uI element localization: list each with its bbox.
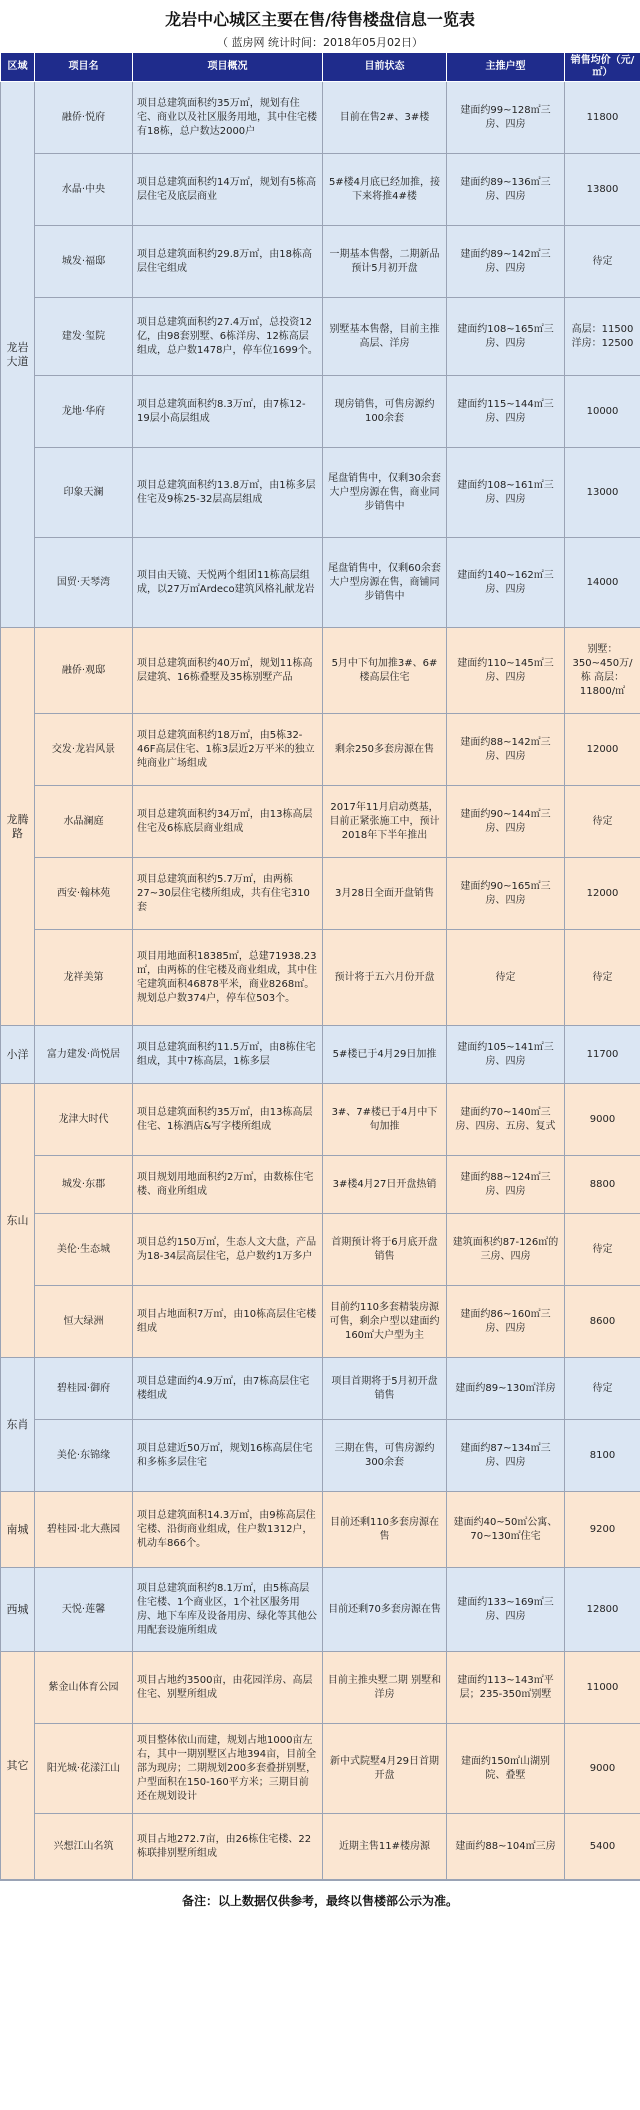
price-cell: 待定 — [565, 786, 640, 858]
layout-cell: 建面约105~141㎡三房、四房 — [447, 1026, 565, 1084]
layout-cell: 建面约113~143㎡平层；235-350㎡别墅 — [447, 1652, 565, 1724]
project-name-cell: 融侨·悦府 — [35, 82, 133, 154]
layout-cell: 建面约90~165㎡三房、四房 — [447, 858, 565, 930]
header-overview: 项目概况 — [133, 53, 323, 82]
project-name-cell: 城发·东郡 — [35, 1156, 133, 1214]
price-cell: 高层：11500 洋房：12500 — [565, 298, 640, 376]
layout-cell: 建面约70~140㎡三房、四房、五房、复式 — [447, 1084, 565, 1156]
layout-cell: 建筑面积约87-126㎡的三房、四房 — [447, 1214, 565, 1286]
area-cell: 南城 — [1, 1492, 35, 1568]
layout-cell: 建面约89~136㎡三房、四房 — [447, 154, 565, 226]
price-cell: 9000 — [565, 1084, 640, 1156]
table-row — [1, 376, 640, 448]
overview-cell: 项目总建筑面积约35万㎡，由13栋高层住宅、1栋酒店&写字楼所组成 — [133, 1084, 323, 1156]
overview-cell: 项目总建筑面积约40万㎡，规划11栋高层建筑、16栋叠墅及35栋别墅产品 — [133, 628, 323, 714]
overview-cell: 项目占地272.7亩，由26栋住宅楼、22栋联排别墅所组成 — [133, 1814, 323, 1880]
overview-cell: 项目总建近50万㎡，规划16栋高层住宅和多栋多层住宅 — [133, 1420, 323, 1492]
project-name-cell: 紫金山体育公园 — [35, 1652, 133, 1724]
area-cell: 东山 — [1, 1084, 35, 1358]
footer-note: 备注：以上数据仅供参考，最终以售楼部公示为准。 — [0, 1880, 640, 1921]
area-cell: 东肖 — [1, 1358, 35, 1492]
status-cell: 3月28日全面开盘销售 — [323, 858, 447, 930]
overview-cell: 项目总建筑面积约18万㎡，由5栋32-46F高层住宅、1栋3层近2万平米的独立纯商业广场组成 — [133, 714, 323, 786]
price-cell: 13000 — [565, 448, 640, 538]
price-cell: 11800 — [565, 82, 640, 154]
layout-cell: 建面约88~142㎡三房、四房 — [447, 714, 565, 786]
overview-cell: 项目由天镜、天悦两个组团11栋高层组成，以27万㎡Ardeco建筑风格礼献龙岩 — [133, 538, 323, 628]
project-name-cell: 阳光城·花漾江山 — [35, 1724, 133, 1814]
table-row — [1, 82, 640, 154]
status-cell: 新中式院墅4月29日首期开盘 — [323, 1724, 447, 1814]
status-cell: 近期主售11#楼房源 — [323, 1814, 447, 1880]
overview-cell: 项目总约150万㎡，生态人文大盘，产品为18-34层高层住宅，总户数约1万多户 — [133, 1214, 323, 1286]
price-cell: 14000 — [565, 538, 640, 628]
overview-cell: 项目总建筑面积约8.3万㎡，由7栋12-19层小高层组成 — [133, 376, 323, 448]
status-cell: 5月中下旬加推3#、6#楼高层住宅 — [323, 628, 447, 714]
overview-cell: 项目用地面积18385㎡，总建71938.23㎡，由两栋的住宅楼及商业组成，其中住宅建筑面积46878平米，商业8268㎡。规划总户数374户，停车位503个。 — [133, 930, 323, 1026]
table-header-row — [1, 53, 640, 82]
project-name-cell: 建发·玺院 — [35, 298, 133, 376]
price-cell: 10000 — [565, 376, 640, 448]
project-name-cell: 龙地·华府 — [35, 376, 133, 448]
layout-cell: 建面约133~169㎡三房、四房 — [447, 1568, 565, 1652]
area-cell: 其它 — [1, 1652, 35, 1880]
table-row — [1, 154, 640, 226]
table-row — [1, 858, 640, 930]
layout-cell: 建面约89~142㎡三房、四房 — [447, 226, 565, 298]
layout-cell: 建面约140~162㎡三房、四房 — [447, 538, 565, 628]
project-name-cell: 印象天澜 — [35, 448, 133, 538]
overview-cell: 项目总建筑面积约29.8万㎡，由18栋高层住宅组成 — [133, 226, 323, 298]
overview-cell: 项目总建筑面积14.3万㎡，由9栋高层住宅楼、沿街商业组成，住户数1312户，机动车866个。 — [133, 1492, 323, 1568]
status-cell: 项目首期将于5月初开盘销售 — [323, 1358, 447, 1420]
layout-cell: 建面约110~145㎡三房、四房 — [447, 628, 565, 714]
project-name-cell: 富力建发·尚悦居 — [35, 1026, 133, 1084]
header-price: 销售均价（元/㎡） — [565, 53, 640, 82]
area-cell: 龙岩大道 — [1, 82, 35, 628]
status-cell: 尾盘销售中，仅剩60余套大户型房源在售，商铺同步销售中 — [323, 538, 447, 628]
layout-cell: 建面约88~124㎡三房、四房 — [447, 1156, 565, 1214]
header-status: 目前状态 — [323, 53, 447, 82]
status-cell: 目前在售2#、3#楼 — [323, 82, 447, 154]
layout-cell: 建面约99~128㎡三房、四房 — [447, 82, 565, 154]
table-row — [1, 1358, 640, 1420]
table-row — [1, 714, 640, 786]
project-name-cell: 龙祥美第 — [35, 930, 133, 1026]
status-cell: 预计将于五六月份开盘 — [323, 930, 447, 1026]
status-cell: 三期在售，可售房源约300余套 — [323, 1420, 447, 1492]
status-cell: 2017年11月启动奠基，目前正紧张施工中，预计2018年下半年推出 — [323, 786, 447, 858]
table-row — [1, 538, 640, 628]
table-row — [1, 298, 640, 376]
project-name-cell: 美伦·东锦缘 — [35, 1420, 133, 1492]
table-body — [1, 82, 640, 1880]
header-layout: 主推户型 — [447, 53, 565, 82]
overview-cell: 项目总建面约4.9万㎡，由7栋高层住宅楼组成 — [133, 1358, 323, 1420]
project-name-cell: 恒大绿洲 — [35, 1286, 133, 1358]
project-name-cell: 融侨·观邸 — [35, 628, 133, 714]
price-cell: 9000 — [565, 1724, 640, 1814]
header-project: 项目名 — [35, 53, 133, 82]
table-row — [1, 1814, 640, 1880]
status-cell: 3#楼4月27日开盘热销 — [323, 1156, 447, 1214]
price-cell: 待定 — [565, 1214, 640, 1286]
overview-cell: 项目总建筑面积约35万㎡，规划有住宅、商业以及社区服务用地，其中住宅楼有18栋，总户数达2000户 — [133, 82, 323, 154]
layout-cell: 建面约108~161㎡三房、四房 — [447, 448, 565, 538]
page-title: 龙岩中心城区主要在售/待售楼盘信息一览表 — [0, 6, 640, 34]
area-cell: 小洋 — [1, 1026, 35, 1084]
price-cell: 11000 — [565, 1652, 640, 1724]
overview-cell: 项目占地约3500亩，由花园洋房、高层住宅、别墅所组成 — [133, 1652, 323, 1724]
status-cell: 尾盘销售中，仅剩30余套大户型房源在售，商业同步销售中 — [323, 448, 447, 538]
table-row — [1, 1492, 640, 1568]
price-cell: 5400 — [565, 1814, 640, 1880]
status-cell: 别墅基本售罄，目前主推高层、洋房 — [323, 298, 447, 376]
status-cell: 目前还剩70多套房源在售 — [323, 1568, 447, 1652]
project-name-cell: 水晶·中央 — [35, 154, 133, 226]
table-row — [1, 1026, 640, 1084]
price-cell: 8100 — [565, 1420, 640, 1492]
project-name-cell: 西安·翰林苑 — [35, 858, 133, 930]
layout-cell: 建面约40~50㎡公寓、70~130㎡住宅 — [447, 1492, 565, 1568]
table-row — [1, 1156, 640, 1214]
table-row — [1, 1084, 640, 1156]
table-row — [1, 786, 640, 858]
price-cell: 12000 — [565, 858, 640, 930]
project-name-cell: 龙津大时代 — [35, 1084, 133, 1156]
project-name-cell: 碧桂园·御府 — [35, 1358, 133, 1420]
project-name-cell: 美伦·生态城 — [35, 1214, 133, 1286]
price-cell: 8800 — [565, 1156, 640, 1214]
layout-cell: 建面约108~165㎡三房、四房 — [447, 298, 565, 376]
layout-cell: 建面约88~104㎡三房 — [447, 1814, 565, 1880]
status-cell: 3#、7#楼已于4月中下旬加推 — [323, 1084, 447, 1156]
table-row — [1, 226, 640, 298]
overview-cell: 项目占地面积7万㎡，由10栋高层住宅楼组成 — [133, 1286, 323, 1358]
table-row — [1, 1420, 640, 1492]
table-row — [1, 628, 640, 714]
price-cell: 13800 — [565, 154, 640, 226]
table-row — [1, 1286, 640, 1358]
overview-cell: 项目总建筑面积约34万㎡，由13栋高层住宅及6栋底层商业组成 — [133, 786, 323, 858]
price-cell: 待定 — [565, 1358, 640, 1420]
property-table — [0, 52, 640, 1880]
project-name-cell: 兴想江山名筑 — [35, 1814, 133, 1880]
layout-cell: 待定 — [447, 930, 565, 1026]
area-cell: 龙腾路 — [1, 628, 35, 1026]
price-cell: 9200 — [565, 1492, 640, 1568]
project-name-cell: 城发·福邸 — [35, 226, 133, 298]
layout-cell: 建面约150㎡山湖别院、叠墅 — [447, 1724, 565, 1814]
project-name-cell: 交发·龙岩风景 — [35, 714, 133, 786]
status-cell: 剩余250多套房源在售 — [323, 714, 447, 786]
layout-cell: 建面约115~144㎡三房、四房 — [447, 376, 565, 448]
overview-cell: 项目总建筑面积约5.7万㎡，由两栋27~30层住宅楼所组成，共有住宅310套 — [133, 858, 323, 930]
status-cell: 5#楼已于4月29日加推 — [323, 1026, 447, 1084]
table-row — [1, 930, 640, 1026]
status-cell: 目前约110多套精装房源可售，剩余户型以建面约160㎡大户型为主 — [323, 1286, 447, 1358]
status-cell: 目前还剩110多套房源在售 — [323, 1492, 447, 1568]
area-cell: 西城 — [1, 1568, 35, 1652]
page-subtitle: （ 蓝房网 统计时间：2018年05月02日） — [0, 34, 640, 52]
price-cell: 8600 — [565, 1286, 640, 1358]
table-row — [1, 1652, 640, 1724]
price-cell: 待定 — [565, 226, 640, 298]
status-cell: 现房销售，可售房源约100余套 — [323, 376, 447, 448]
overview-cell: 项目总建筑面积约27.4万㎡，总投资12亿，由98套别墅、6栋洋房、12栋高层组成，总户数1478户，停车位1699个。 — [133, 298, 323, 376]
status-cell: 目前主推央墅二期 别墅和洋房 — [323, 1652, 447, 1724]
status-cell: 5#楼4月底已经加推，接下来将推4#楼 — [323, 154, 447, 226]
table-row — [1, 448, 640, 538]
price-cell: 待定 — [565, 930, 640, 1026]
table-row — [1, 1724, 640, 1814]
overview-cell: 项目总建筑面积约11.5万㎡，由8栋住宅组成，其中7栋高层，1栋多层 — [133, 1026, 323, 1084]
status-cell: 首期预计将于6月底开盘销售 — [323, 1214, 447, 1286]
layout-cell: 建面约90~144㎡三房、四房 — [447, 786, 565, 858]
price-cell: 12000 — [565, 714, 640, 786]
status-cell: 一期基本售罄，二期新品预计5月初开盘 — [323, 226, 447, 298]
price-cell: 别墅：350~450万/栋 高层：11800/㎡ — [565, 628, 640, 714]
project-name-cell: 碧桂园·北大燕园 — [35, 1492, 133, 1568]
layout-cell: 建面约87~134㎡三房、四房 — [447, 1420, 565, 1492]
overview-cell: 项目总建筑面积约8.1万㎡，由5栋高层住宅楼、1个商业区，1个社区服务用房、地下车库及设备用房、绿化等其他公用配套设施所组成 — [133, 1568, 323, 1652]
price-cell: 11700 — [565, 1026, 640, 1084]
project-name-cell: 水晶澜庭 — [35, 786, 133, 858]
overview-cell: 项目总建筑面积约14万㎡，规划有5栋高层住宅及底层商业 — [133, 154, 323, 226]
table-row — [1, 1214, 640, 1286]
overview-cell: 项目总建筑面积约13.8万㎡，由1栋多层住宅及9栋25-32层高层组成 — [133, 448, 323, 538]
table-row — [1, 1568, 640, 1652]
overview-cell: 项目整体依山而建，规划占地1000亩左右，其中一期别墅区占地394亩，目前全部为现房；二期规划200多套叠拼别墅，户型面积在150-160平方米；三期目前还在规划设计 — [133, 1724, 323, 1814]
header-area: 区域 — [1, 53, 35, 82]
project-name-cell: 天悦·莲馨 — [35, 1568, 133, 1652]
layout-cell: 建面约86~160㎡三房、四房 — [447, 1286, 565, 1358]
price-cell: 12800 — [565, 1568, 640, 1652]
overview-cell: 项目规划用地面积约2万㎡，由数栋住宅楼、商业所组成 — [133, 1156, 323, 1214]
project-name-cell: 国贸·天琴湾 — [35, 538, 133, 628]
layout-cell: 建面约89~130㎡洋房 — [447, 1358, 565, 1420]
